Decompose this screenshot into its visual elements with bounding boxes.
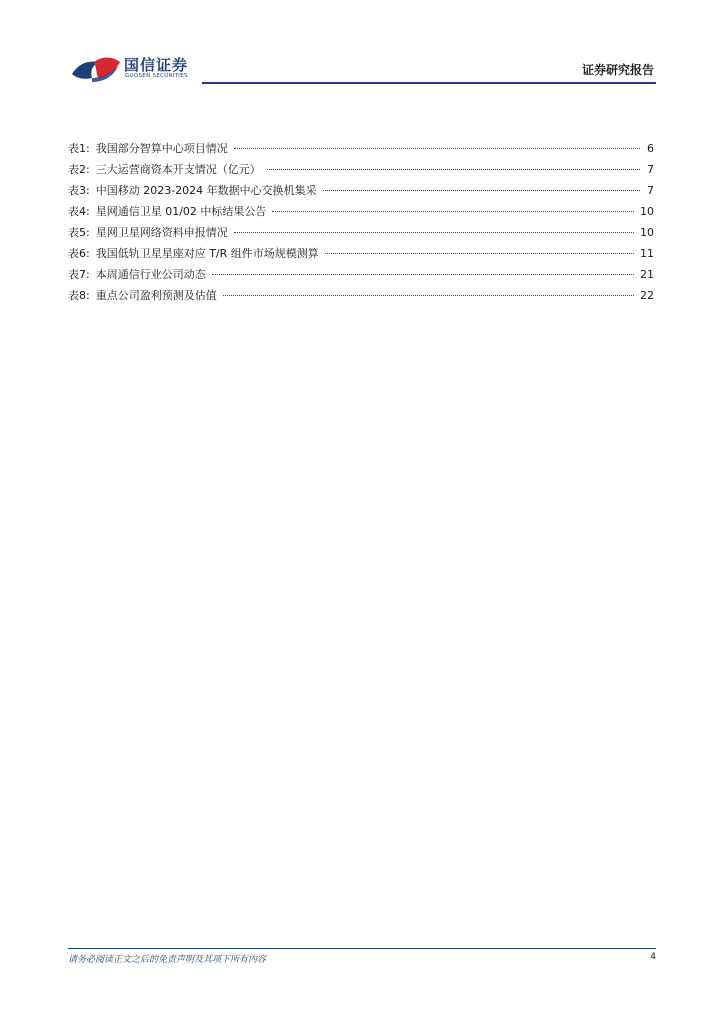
toc-entry-page: 10: [640, 205, 654, 218]
toc-entry[interactable]: [68, 243, 654, 264]
toc-entry[interactable]: [68, 180, 654, 201]
toc-entry-page: 7: [647, 184, 654, 197]
toc-entry-page: 21: [640, 268, 654, 281]
toc-entry-page: 11: [640, 247, 654, 260]
toc-entry-title: 三大运营商资本开支情况（亿元）: [95, 163, 261, 176]
footer-disclaimer: 请务必阅读正文之后的免责声明及其项下所有内容: [68, 955, 267, 965]
toc-entry[interactable]: [68, 201, 654, 222]
toc-entry-page: 7: [647, 163, 654, 176]
toc-entry-label: 表3:: [68, 184, 90, 197]
toc-entry[interactable]: [68, 264, 654, 285]
toc-entry-label: 表7:: [68, 268, 90, 281]
toc-leader-dots: [267, 169, 640, 170]
guosen-logo-icon: [70, 52, 122, 84]
page-header: [68, 50, 656, 86]
toc-entry-title: 本周通信行业公司动态: [95, 268, 206, 281]
toc-entry-title: 我国部分智算中心项目情况: [95, 142, 228, 155]
header-divider: [202, 82, 656, 84]
toc-entry-label: 表4:: [68, 205, 90, 218]
toc-entry-page: 10: [640, 226, 654, 239]
toc-entry-page: 22: [640, 289, 654, 302]
report-type-label: 证券研究报告: [581, 63, 654, 77]
toc-entry-title: 星网通信卫星 01/02 中标结果公告: [95, 205, 267, 218]
toc-entry-label: 表6:: [68, 247, 90, 260]
brand-name-cn: 国信证券: [124, 56, 189, 74]
toc-entry[interactable]: [68, 222, 654, 243]
toc-leader-dots: [234, 148, 640, 149]
toc-entry-label: 表8:: [68, 289, 90, 302]
table-of-tables: [68, 138, 654, 306]
toc-entry[interactable]: [68, 285, 654, 306]
toc-entry-label: 表5:: [68, 226, 90, 239]
toc-entry-title: 星网卫星网络资料申报情况: [95, 226, 228, 239]
toc-entry-title: 中国移动 2023-2024 年数据中心交换机集采: [95, 184, 317, 197]
toc-leader-dots: [325, 253, 634, 254]
toc-leader-dots: [212, 274, 634, 275]
toc-leader-dots: [234, 232, 634, 233]
toc-leader-dots: [223, 295, 634, 296]
brand-name-en: GUOSEN SECURITIES: [125, 73, 188, 79]
toc-entry[interactable]: [68, 138, 654, 159]
toc-entry-title: 重点公司盈利预测及估值: [95, 289, 217, 302]
page-number: 4: [650, 952, 656, 962]
toc-leader-dots: [272, 211, 634, 212]
toc-leader-dots: [323, 190, 640, 191]
toc-entry-title: 我国低轨卫星星座对应 T/R 组件市场规模测算: [95, 247, 319, 260]
toc-entry-page: 6: [647, 142, 654, 155]
toc-entry-label: 表2:: [68, 163, 90, 176]
footer-divider: [68, 948, 656, 949]
toc-entry[interactable]: [68, 159, 654, 180]
toc-entry-label: 表1:: [68, 142, 90, 155]
